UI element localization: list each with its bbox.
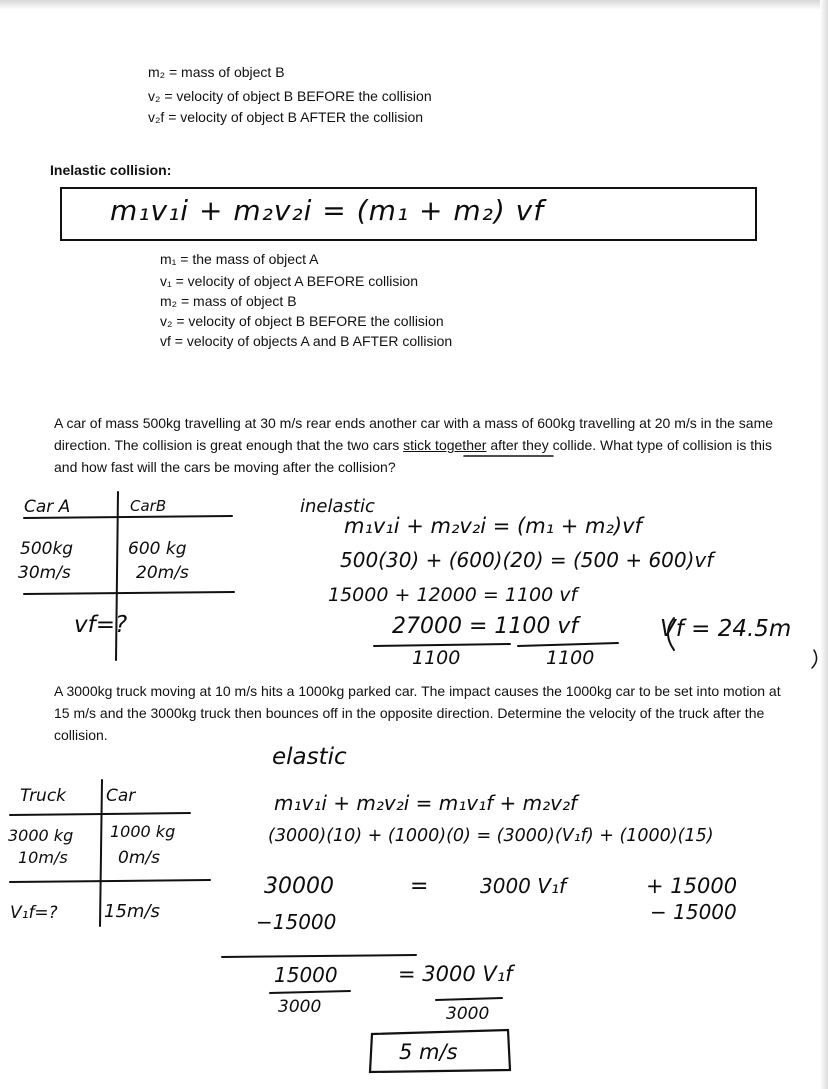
hw-equation: (3000)(10) + (1000)(0) = (3000)(V₁f) + (1000)(15) bbox=[268, 826, 714, 846]
hw-table-header: Truck bbox=[20, 786, 67, 806]
hw-unknown: vf=? bbox=[74, 612, 128, 638]
hw-answer: 5 m/s bbox=[399, 1040, 458, 1064]
question-1-underlined: stick together bbox=[403, 437, 487, 453]
hw-equation: = 3000 V₁f bbox=[398, 962, 513, 986]
hw-equation: 15000 + 12000 = 1100 vf bbox=[328, 584, 578, 606]
inelastic-heading: Inelastic collision: bbox=[50, 162, 172, 178]
hw-equation: m₁v₁i + m₂v₂i = (m₁ + m₂)vf bbox=[344, 514, 642, 538]
hw-equation: m₁v₁i + m₂v₂i = m₁v₁f + m₂v₂f bbox=[274, 791, 578, 815]
hw-table-header: Car A bbox=[24, 497, 71, 517]
var-line: v₂ = velocity of object B BEFORE the collision bbox=[148, 88, 432, 104]
var-line: v₂ = velocity of object B BEFORE the collision bbox=[160, 313, 444, 329]
hw-table-cell: 20m/s bbox=[136, 563, 189, 583]
inelastic-formula: m₁v₁i + m₂v₂i = (m₁ + m₂) vf bbox=[110, 194, 545, 227]
hw-equation: = bbox=[410, 874, 429, 899]
hw-denominator: 3000 bbox=[446, 1004, 490, 1024]
question-1-text-a: A car of mass 500kg travelling at 30 m/s rear ends another car with a mass of 600kg travelling at 20 m/s in the same direction. The collision is great enough that the two cars bbox=[54, 415, 774, 453]
var-line: v₂f = velocity of object B AFTER the collision bbox=[148, 109, 424, 125]
hw-collision-type: elastic bbox=[272, 744, 347, 770]
var-line: m₂ = mass of object B bbox=[160, 293, 297, 309]
var-line: m₂ = mass of object B bbox=[148, 64, 285, 80]
hw-denominator: 1100 bbox=[546, 647, 595, 669]
hw-equation: 27000 = 1100 vf bbox=[392, 614, 579, 639]
hw-table-header: Car bbox=[106, 786, 136, 806]
hw-equation: 500(30) + (600)(20) = (500 + 600)vf bbox=[340, 548, 714, 572]
hw-denominator: 1100 bbox=[412, 647, 461, 669]
hw-equation: 15000 bbox=[274, 963, 338, 987]
hw-equation: −15000 bbox=[256, 910, 337, 934]
hw-table-header: CarB bbox=[130, 497, 167, 515]
question-2: A 3000kg truck moving at 10 m/s hits a 1000kg parked car. The impact causes the 1000kg car to be set into motion at 15 m/s and the 3000kg truck then bounces off in the opposite direction. Determine the velocity of the truck after the collision. bbox=[54, 683, 781, 743]
var-line: v₁ = velocity of object A BEFORE collision bbox=[160, 273, 419, 289]
hw-equation: − 15000 bbox=[650, 900, 737, 924]
hw-equation: 30000 bbox=[264, 874, 334, 899]
question-1-text-b: after they collide. What type of collision is this and how fast will the cars be moving after the collision? bbox=[54, 437, 773, 475]
var-line: vf = velocity of objects A and B AFTER collision bbox=[160, 333, 453, 349]
hw-table-cell: 1000 kg bbox=[110, 822, 176, 841]
hw-equation: 3000 V₁f bbox=[480, 874, 566, 898]
hw-table-cell: 30m/s bbox=[18, 563, 71, 583]
var-line: m₁ = the mass of object A bbox=[160, 251, 319, 267]
hw-table-cell: 10m/s bbox=[18, 848, 68, 867]
hw-denominator: 3000 bbox=[278, 997, 322, 1017]
hw-unknown: V₁f=? bbox=[10, 903, 58, 923]
hw-table-cell: 3000 kg bbox=[8, 826, 74, 845]
hw-equation: + 15000 bbox=[646, 874, 738, 898]
hw-answer: Vf = 24.5m bbox=[660, 616, 792, 642]
hw-table-cell: 15m/s bbox=[104, 901, 160, 922]
hw-table-cell: 600 kg bbox=[128, 539, 187, 559]
hw-table-cell: 500kg bbox=[20, 539, 74, 559]
hw-collision-type: inelastic bbox=[300, 496, 375, 517]
hw-table-cell: 0m/s bbox=[118, 848, 160, 868]
